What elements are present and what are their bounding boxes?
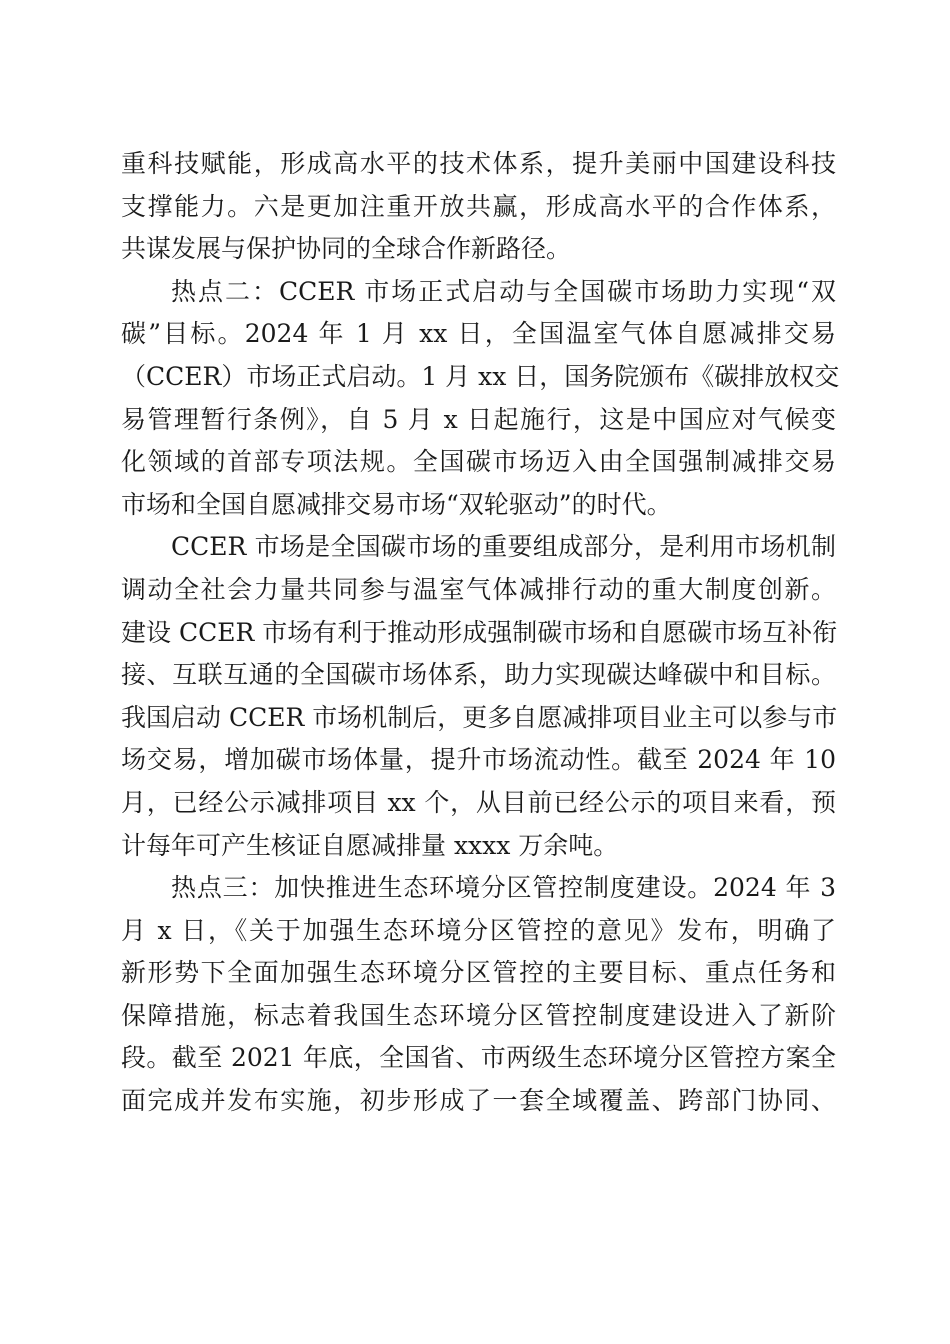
text-line: 场交易，增加碳市场体量，提升市场流动性。截至 2024 年 10 [121, 745, 836, 775]
text-line: 月 x 日，《关于加强生态环境分区管控的意见》发布，明确了 [121, 915, 836, 945]
text-line: CCER 市场是全国碳市场的重要组成部分，是利用市场机制 [171, 532, 836, 562]
text-line: 接、互联互通的全国碳市场体系，助力实现碳达峰碳中和目标。 [121, 660, 836, 690]
text-line: 热点三：加快推进生态环境分区管控制度建设。2024 年 3 [171, 873, 836, 903]
paragraph [121, 526, 836, 867]
text-line: 保障措施，标志着我国生态环境分区管控制度建设进入了新阶 [121, 1000, 836, 1030]
text-line: 支撑能力。六是更加注重开放共赢，形成高水平的合作体系， [121, 191, 836, 221]
text-line: （CCER）市场正式启动。1 月 xx 日，国务院颁布《碳排放权交 [121, 361, 840, 391]
text-line: 段。截至 2021 年底，全国省、市两级生态环境分区管控方案全 [121, 1043, 836, 1073]
document-body [121, 143, 840, 1123]
text-line: 热点二：CCER 市场正式启动与全国碳市场助力实现“双 [171, 276, 836, 306]
text-line: 建设 CCER 市场有利于推动形成强制碳市场和自愿碳市场互补衔 [121, 617, 838, 647]
text-line: 月，已经公示减排项目 xx 个，从目前已经公示的项目来看，预 [121, 787, 836, 817]
text-line: 碳”目标。2024 年 1 月 xx 日，全国温室气体自愿减排交易 [121, 319, 836, 349]
text-line: 市场和全国自愿减排交易市场“双轮驱动”的时代。 [121, 489, 672, 519]
text-line: 调动全社会力量共同参与温室气体减排行动的重大制度创新。 [121, 574, 836, 604]
text-line: 易管理暂行条例》，自 5 月 x 日起施行，这是中国应对气候变 [121, 404, 836, 434]
text-line: 新形势下全面加强生态环境分区管控的主要目标、重点任务和 [121, 958, 836, 988]
paragraph [121, 143, 836, 271]
text-line: 我国启动 CCER 市场机制后，更多自愿减排项目业主可以参与市 [121, 702, 838, 732]
text-line: 重科技赋能，形成高水平的技术体系，提升美丽中国建设科技 [121, 149, 836, 178]
paragraph [121, 271, 840, 527]
text-line: 计每年可产生核证自愿减排量 xxxx 万余吨。 [121, 830, 619, 860]
text-line: 化领域的首部专项法规。全国碳市场迈入由全国强制减排交易 [121, 447, 836, 477]
text-line: 面完成并发布实施，初步形成了一套全域覆盖、跨部门协同、 [121, 1086, 836, 1116]
text-line: 共谋发展与保护协同的全球合作新路径。 [121, 234, 572, 264]
paragraph [121, 867, 836, 1123]
